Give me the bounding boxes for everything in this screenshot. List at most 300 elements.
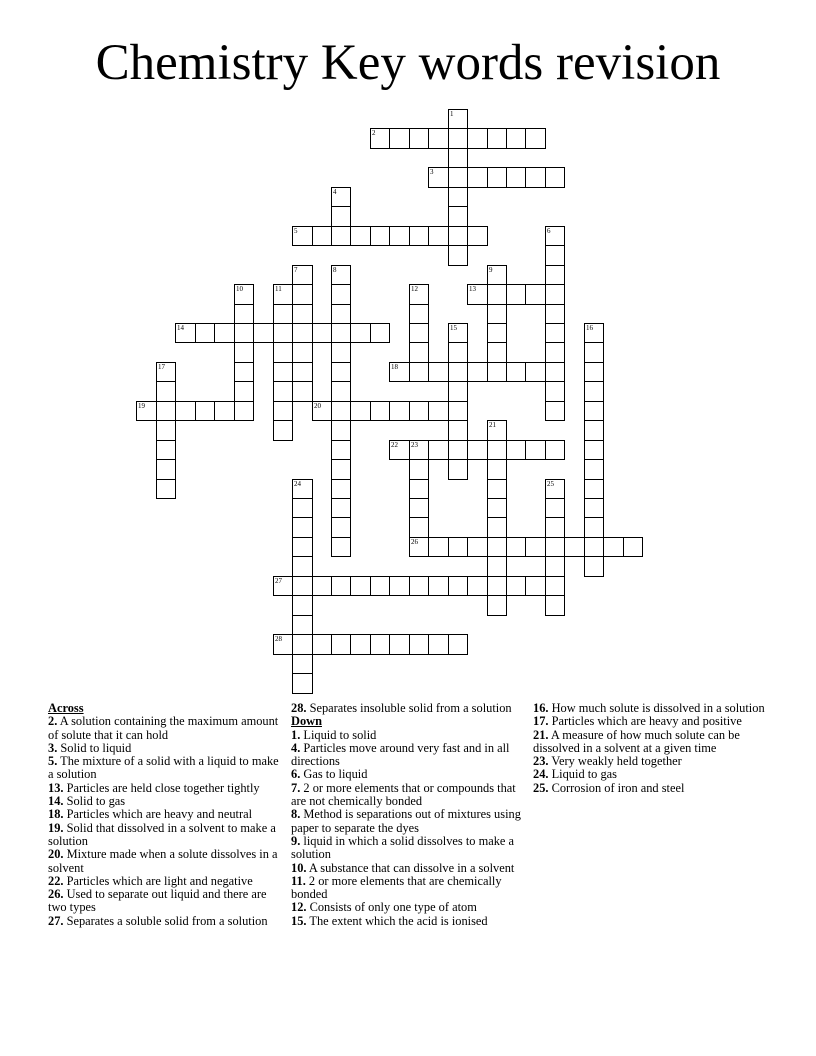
- grid-cell[interactable]: [292, 673, 313, 694]
- grid-cell[interactable]: [409, 226, 429, 246]
- grid-cell[interactable]: [214, 401, 235, 421]
- grid-cell[interactable]: [292, 576, 313, 596]
- clue-text: A solution containing the maximum amount of solute that it can hold: [48, 714, 279, 742]
- grid-cell[interactable]: [234, 401, 254, 421]
- grid-cell[interactable]: [331, 284, 351, 305]
- grid-cell[interactable]: [506, 128, 526, 149]
- grid-cell[interactable]: [312, 323, 332, 343]
- grid-cell[interactable]: [331, 634, 351, 655]
- clue-number-label: 27.: [48, 913, 64, 928]
- across-clue: [48, 742, 280, 755]
- grid-cell[interactable]: [389, 401, 410, 421]
- grid-cell[interactable]: [292, 304, 313, 324]
- clue-number-label: 18.: [48, 807, 64, 822]
- clue-number: 6: [547, 227, 551, 235]
- grid-cell[interactable]: [545, 595, 565, 616]
- grid-cell[interactable]: [448, 537, 468, 557]
- clue-text: Particles move around very fast and in all directions: [291, 740, 510, 769]
- grid-cell[interactable]: [545, 537, 565, 557]
- clue-text: Particles which are heavy and positive: [548, 714, 742, 729]
- grid-cell[interactable]: [292, 517, 313, 538]
- grid-cell[interactable]: [448, 420, 468, 441]
- grid-cell[interactable]: [292, 634, 313, 655]
- clue-text: Separates insoluble solid from a solution: [306, 701, 512, 715]
- grid-cell[interactable]: [389, 440, 410, 460]
- grid-cell[interactable]: [292, 556, 313, 577]
- clue-number-label: 2.: [48, 714, 58, 729]
- across-clue: [48, 822, 280, 849]
- grid-cell[interactable]: [331, 342, 351, 363]
- grid-cell[interactable]: [448, 576, 468, 596]
- clue-number: 21: [489, 421, 496, 429]
- clue-text: Corrosion of iron and steel: [548, 780, 685, 795]
- grid-cell[interactable]: [273, 420, 293, 441]
- grid-cell[interactable]: [273, 304, 293, 324]
- grid-cell[interactable]: [448, 187, 468, 207]
- grid-cell[interactable]: [331, 323, 351, 343]
- grid-cell[interactable]: [545, 342, 565, 363]
- clue-text: The mixture of a solid with a liquid to make a solution: [48, 754, 279, 782]
- clue-number: 2: [372, 129, 376, 137]
- grid-cell[interactable]: [584, 420, 604, 441]
- grid-cell[interactable]: [487, 576, 507, 596]
- clue-number: 14: [177, 324, 184, 332]
- grid-cell[interactable]: [448, 323, 468, 343]
- grid-cell[interactable]: [448, 148, 468, 168]
- grid-cell[interactable]: [389, 634, 410, 655]
- across-clue: [48, 875, 280, 888]
- grid-cell[interactable]: [487, 265, 507, 285]
- grid-cell[interactable]: [545, 556, 565, 577]
- grid-cell[interactable]: [525, 440, 546, 460]
- grid-cell[interactable]: [409, 634, 429, 655]
- grid-cell[interactable]: [487, 440, 507, 460]
- grid-cell[interactable]: [234, 304, 254, 324]
- grid-cell[interactable]: [331, 459, 351, 480]
- grid-cell[interactable]: [273, 576, 293, 596]
- grid-cell[interactable]: [409, 362, 429, 382]
- grid-cell[interactable]: [331, 381, 351, 402]
- grid-cell[interactable]: [428, 226, 449, 246]
- grid-cell[interactable]: [428, 634, 449, 655]
- clue-number-label: 13.: [48, 780, 64, 795]
- clue-text: Liquid to gas: [548, 767, 617, 782]
- grid-cell[interactable]: [234, 323, 254, 343]
- grid-cell[interactable]: [292, 226, 313, 246]
- grid-cell[interactable]: [584, 323, 604, 343]
- grid-cell[interactable]: [253, 323, 274, 343]
- grid-cell[interactable]: [350, 576, 371, 596]
- grid-cell[interactable]: [292, 654, 313, 674]
- grid-cell[interactable]: [156, 401, 176, 421]
- grid-cell[interactable]: [545, 479, 565, 499]
- down-clue: [291, 782, 523, 809]
- clue-text: Particles which are heavy and neutral: [63, 807, 253, 822]
- grid-cell[interactable]: [584, 381, 604, 402]
- grid-cell[interactable]: [409, 128, 429, 149]
- grid-cell[interactable]: [428, 128, 449, 149]
- clue-number: 23: [411, 441, 418, 449]
- grid-cell[interactable]: [175, 323, 196, 343]
- down-clue: [533, 755, 773, 768]
- grid-cell[interactable]: [331, 265, 351, 285]
- grid-cell[interactable]: [156, 381, 176, 402]
- down-clue: [291, 915, 523, 928]
- grid-cell[interactable]: [409, 342, 429, 363]
- grid-cell[interactable]: [331, 304, 351, 324]
- across-clue: [48, 888, 280, 915]
- grid-cell[interactable]: [273, 634, 293, 655]
- grid-cell[interactable]: [331, 576, 351, 596]
- grid-cell[interactable]: [350, 634, 371, 655]
- grid-cell[interactable]: [312, 634, 332, 655]
- grid-cell[interactable]: [545, 323, 565, 343]
- grid-cell[interactable]: [389, 226, 410, 246]
- clue-number: 22: [391, 441, 398, 449]
- grid-cell[interactable]: [409, 537, 429, 557]
- across-heading: Across: [48, 701, 84, 715]
- clue-number: 19: [138, 402, 145, 410]
- grid-cell[interactable]: [370, 226, 390, 246]
- grid-cell[interactable]: [525, 167, 546, 188]
- clue-text: 2 or more elements that are chemically bonded: [291, 873, 502, 902]
- grid-cell[interactable]: [428, 440, 449, 460]
- grid-cell[interactable]: [487, 595, 507, 616]
- grid-cell[interactable]: [467, 226, 488, 246]
- grid-cell[interactable]: [331, 401, 351, 421]
- grid-cell[interactable]: [409, 401, 429, 421]
- clue-text: Liquid to solid: [300, 727, 377, 742]
- grid-cell[interactable]: [409, 517, 429, 538]
- clue-text: Consists of only one type of atom: [306, 900, 477, 915]
- grid-cell[interactable]: [195, 401, 215, 421]
- clue-text: How much solute is dissolved in a solution: [548, 701, 765, 715]
- grid-cell[interactable]: [448, 245, 468, 266]
- grid-cell[interactable]: [584, 517, 604, 538]
- grid-cell[interactable]: [292, 342, 313, 363]
- clue-number-label: 17.: [533, 714, 549, 729]
- grid-cell[interactable]: [487, 342, 507, 363]
- grid-cell[interactable]: [545, 381, 565, 402]
- grid-cell[interactable]: [409, 440, 429, 460]
- grid-cell[interactable]: [331, 206, 351, 227]
- grid-cell[interactable]: [545, 401, 565, 421]
- clue-text: Particles are held close together tightly: [63, 780, 260, 795]
- grid-cell[interactable]: [448, 206, 468, 227]
- grid-cell[interactable]: [156, 362, 176, 382]
- grid-cell[interactable]: [584, 556, 604, 577]
- grid-cell[interactable]: [467, 537, 488, 557]
- grid-cell[interactable]: [564, 537, 585, 557]
- clue-number-label: 14.: [48, 794, 64, 809]
- grid-cell[interactable]: [487, 479, 507, 499]
- across-clue: [48, 782, 280, 795]
- clue-text: Mixture made when a solute dissolves in a solvent: [48, 847, 278, 875]
- grid-cell[interactable]: [331, 226, 351, 246]
- grid-cell[interactable]: [487, 284, 507, 305]
- grid-cell[interactable]: [136, 401, 157, 421]
- grid-cell[interactable]: [409, 284, 429, 305]
- grid-cell[interactable]: [448, 459, 468, 480]
- grid-cell[interactable]: [487, 362, 507, 382]
- grid-cell[interactable]: [428, 576, 449, 596]
- clue-number: 3: [430, 168, 434, 176]
- grid-cell[interactable]: [273, 342, 293, 363]
- grid-cell[interactable]: [545, 576, 565, 596]
- grid-cell[interactable]: [603, 537, 624, 557]
- down-clue: [533, 729, 773, 756]
- clue-number-label: 16.: [533, 701, 549, 715]
- clue-number-label: 1.: [291, 727, 301, 742]
- grid-cell[interactable]: [506, 440, 526, 460]
- grid-cell[interactable]: [234, 362, 254, 382]
- grid-cell[interactable]: [525, 537, 546, 557]
- clue-number-label: 28.: [291, 701, 307, 715]
- grid-cell[interactable]: [350, 226, 371, 246]
- grid-cell[interactable]: [389, 128, 410, 149]
- clue-number: 20: [314, 402, 321, 410]
- grid-cell[interactable]: [175, 401, 196, 421]
- clue-number-label: 23.: [533, 754, 549, 769]
- down-clue: [533, 768, 773, 781]
- grid-cell[interactable]: [506, 362, 526, 382]
- grid-cell[interactable]: [467, 440, 488, 460]
- across-clue: [48, 848, 280, 875]
- grid-cell[interactable]: [584, 459, 604, 480]
- grid-cell[interactable]: [525, 128, 546, 149]
- grid-cell[interactable]: [545, 304, 565, 324]
- down-clue: [291, 808, 523, 835]
- grid-cell[interactable]: [156, 440, 176, 460]
- grid-cell[interactable]: [448, 342, 468, 363]
- grid-cell[interactable]: [292, 362, 313, 382]
- clue-number: 10: [236, 285, 243, 293]
- grid-cell[interactable]: [409, 498, 429, 518]
- grid-cell[interactable]: [467, 167, 488, 188]
- grid-cell[interactable]: [487, 459, 507, 480]
- grid-cell[interactable]: [389, 362, 410, 382]
- grid-cell[interactable]: [467, 128, 488, 149]
- grid-cell[interactable]: [467, 362, 488, 382]
- down-heading: Down: [291, 714, 322, 729]
- grid-cell[interactable]: [448, 226, 468, 246]
- grid-cell[interactable]: [545, 440, 565, 460]
- grid-cell[interactable]: [350, 323, 371, 343]
- grid-cell[interactable]: [545, 265, 565, 285]
- down-clue: [533, 715, 773, 728]
- grid-cell[interactable]: [584, 401, 604, 421]
- grid-cell[interactable]: [273, 401, 293, 421]
- grid-cell[interactable]: [545, 498, 565, 518]
- grid-cell[interactable]: [506, 537, 526, 557]
- grid-cell[interactable]: [331, 517, 351, 538]
- clue-number-label: 4.: [291, 740, 301, 755]
- clue-number: 24: [294, 480, 301, 488]
- grid-cell[interactable]: [545, 226, 565, 246]
- grid-cell[interactable]: [234, 342, 254, 363]
- grid-cell[interactable]: [545, 284, 565, 305]
- grid-cell[interactable]: [195, 323, 215, 343]
- grid-cell[interactable]: [545, 167, 565, 188]
- grid-cell[interactable]: [214, 323, 235, 343]
- grid-cell[interactable]: [409, 323, 429, 343]
- grid-cell[interactable]: [545, 245, 565, 266]
- grid-cell[interactable]: [370, 128, 390, 149]
- grid-cell[interactable]: [331, 420, 351, 441]
- grid-cell[interactable]: [292, 479, 313, 499]
- grid-cell[interactable]: [312, 401, 332, 421]
- grid-cell[interactable]: [448, 634, 468, 655]
- clue-number-label: 12.: [291, 900, 307, 915]
- grid-cell[interactable]: [331, 537, 351, 557]
- grid-cell[interactable]: [584, 479, 604, 499]
- grid-cell[interactable]: [487, 323, 507, 343]
- clue-number-label: 5.: [48, 754, 58, 769]
- grid-cell[interactable]: [409, 459, 429, 480]
- grid-cell[interactable]: [350, 401, 371, 421]
- grid-cell[interactable]: [273, 323, 293, 343]
- grid-cell[interactable]: [156, 459, 176, 480]
- clue-number: 5: [294, 227, 298, 235]
- grid-cell[interactable]: [273, 284, 293, 305]
- clue-number-label: 22.: [48, 873, 64, 888]
- grid-cell[interactable]: [428, 537, 449, 557]
- clue-number: 11: [275, 285, 282, 293]
- clue-number: 17: [158, 363, 165, 371]
- grid-cell[interactable]: [487, 128, 507, 149]
- grid-cell[interactable]: [506, 167, 526, 188]
- grid-cell[interactable]: [312, 576, 332, 596]
- grid-cell[interactable]: [448, 381, 468, 402]
- grid-cell[interactable]: [409, 576, 429, 596]
- clue-number-label: 20.: [48, 847, 64, 862]
- grid-cell[interactable]: [331, 440, 351, 460]
- grid-cell[interactable]: [525, 362, 546, 382]
- grid-cell[interactable]: [487, 498, 507, 518]
- grid-cell[interactable]: [331, 362, 351, 382]
- grid-cell[interactable]: [370, 323, 390, 343]
- clue-number: 27: [275, 577, 282, 585]
- grid-cell[interactable]: [389, 576, 410, 596]
- grid-cell[interactable]: [584, 342, 604, 363]
- clue-number-label: 9.: [291, 833, 301, 848]
- grid-cell[interactable]: [448, 167, 468, 188]
- grid-cell[interactable]: [487, 537, 507, 557]
- grid-cell[interactable]: [467, 576, 488, 596]
- grid-cell[interactable]: [428, 362, 449, 382]
- grid-cell[interactable]: [525, 576, 546, 596]
- grid-cell[interactable]: [584, 362, 604, 382]
- clue-text: Separates a soluble solid from a solution: [63, 913, 268, 928]
- clue-text: Method is separations out of mixtures using paper to separate the dyes: [291, 807, 521, 835]
- grid-cell[interactable]: [584, 537, 604, 557]
- grid-cell[interactable]: [273, 381, 293, 402]
- grid-cell[interactable]: [448, 401, 468, 421]
- grid-cell[interactable]: [487, 517, 507, 538]
- grid-cell[interactable]: [487, 556, 507, 577]
- grid-cell[interactable]: [584, 440, 604, 460]
- clue-number: 12: [411, 285, 418, 293]
- grid-cell[interactable]: [584, 498, 604, 518]
- clue-number: 13: [469, 285, 476, 293]
- grid-cell[interactable]: [370, 401, 390, 421]
- grid-cell[interactable]: [292, 595, 313, 616]
- grid-cell[interactable]: [312, 226, 332, 246]
- page-title: Chemistry Key words revision: [95, 35, 721, 91]
- clue-number-label: 3.: [48, 740, 58, 755]
- grid-cell[interactable]: [156, 479, 176, 499]
- grid-cell[interactable]: [467, 284, 488, 305]
- clue-number: 25: [547, 480, 554, 488]
- grid-cell[interactable]: [506, 576, 526, 596]
- grid-cell[interactable]: [273, 362, 293, 382]
- grid-cell[interactable]: [331, 498, 351, 518]
- grid-cell[interactable]: [409, 304, 429, 324]
- grid-cell[interactable]: [156, 420, 176, 441]
- clue-number: 28: [275, 635, 282, 643]
- clue-number-label: 8.: [291, 807, 301, 822]
- grid-cell[interactable]: [234, 284, 254, 305]
- down-clue: [291, 875, 523, 902]
- grid-cell[interactable]: [292, 265, 313, 285]
- grid-cell[interactable]: [487, 167, 507, 188]
- grid-cell[interactable]: [292, 615, 313, 635]
- down-clue: [291, 768, 523, 781]
- grid-cell[interactable]: [487, 420, 507, 441]
- clue-number-label: 24.: [533, 767, 549, 782]
- grid-cell[interactable]: [448, 440, 468, 460]
- clue-number-label: 19.: [48, 820, 64, 835]
- grid-cell[interactable]: [428, 401, 449, 421]
- clue-number: 26: [411, 538, 418, 546]
- clue-number-label: 6.: [291, 767, 301, 782]
- clue-text: 2 or more elements that or compounds that are not chemically bonded: [291, 780, 516, 809]
- down-clue: [291, 729, 523, 742]
- grid-cell[interactable]: [545, 362, 565, 382]
- grid-cell[interactable]: [448, 128, 468, 149]
- down-clue: [291, 862, 523, 875]
- grid-cell[interactable]: [292, 381, 313, 402]
- grid-cell[interactable]: [525, 284, 546, 305]
- grid-cell[interactable]: [370, 576, 390, 596]
- grid-cell[interactable]: [331, 479, 351, 499]
- clue-text: Used to separate out liquid and there are two types: [48, 887, 267, 915]
- grid-cell[interactable]: [409, 479, 429, 499]
- across-clue: [48, 808, 280, 821]
- grid-cell[interactable]: [448, 362, 468, 382]
- grid-cell[interactable]: [292, 498, 313, 518]
- grid-cell[interactable]: [292, 284, 313, 305]
- grid-cell[interactable]: [331, 187, 351, 207]
- grid-cell[interactable]: [506, 284, 526, 305]
- grid-cell[interactable]: [623, 537, 643, 557]
- grid-cell[interactable]: [448, 109, 468, 129]
- clue-column-2: [291, 702, 523, 928]
- grid-cell[interactable]: [234, 381, 254, 402]
- grid-cell[interactable]: [487, 304, 507, 324]
- clue-text: A substance that can dissolve in a solvent: [306, 860, 515, 875]
- clue-number: 15: [450, 324, 457, 332]
- clue-number-label: 25.: [533, 780, 549, 795]
- clue-number: 16: [586, 324, 593, 332]
- grid-cell[interactable]: [545, 517, 565, 538]
- clue-number: 8: [333, 266, 337, 274]
- grid-cell[interactable]: [428, 167, 449, 188]
- grid-cell[interactable]: [292, 323, 313, 343]
- grid-cell[interactable]: [292, 537, 313, 557]
- grid-cell[interactable]: [370, 634, 390, 655]
- clue-number: 4: [333, 188, 337, 196]
